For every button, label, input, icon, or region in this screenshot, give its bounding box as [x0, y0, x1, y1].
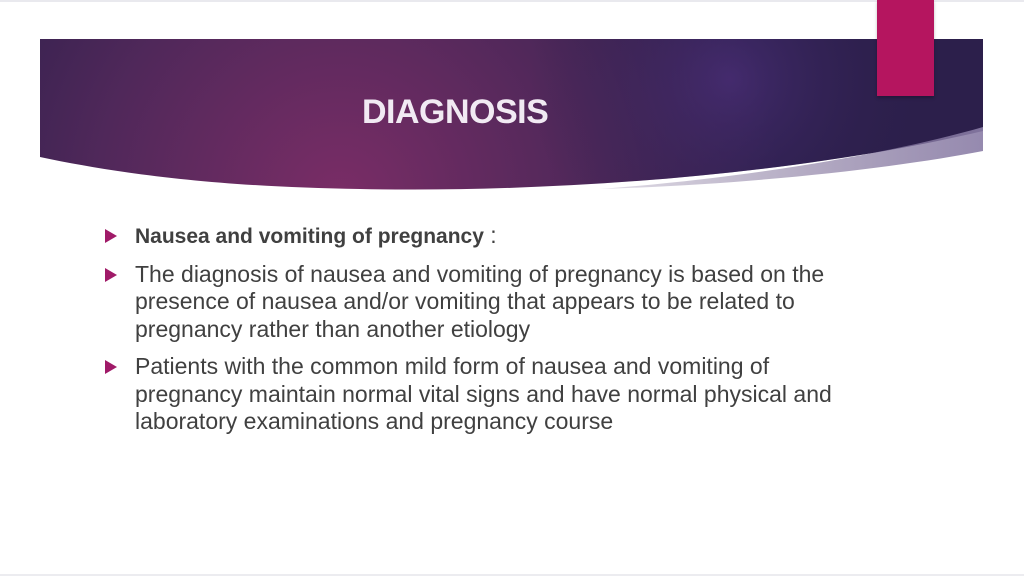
- bullet-text: The diagnosis of nausea and vomiting of pregnancy is based on the presence of nausea and/or vomiting that appears to be related to pregnancy rather than another etiology: [135, 260, 825, 342]
- bullet-text: Patients with the common mild form of nausea and vomiting of pregnancy maintain normal vital signs and have normal physical and laboratory examinations and pregnancy course: [135, 353, 832, 434]
- slide-title: DIAGNOSIS: [362, 93, 549, 131]
- triangle-right-icon: [105, 268, 117, 282]
- bullet-item-patients: [105, 353, 835, 436]
- bullet-list: [105, 222, 835, 446]
- accent-tab: [877, 0, 934, 96]
- bullet-heading-suffix: :: [483, 222, 497, 248]
- bullet-heading-bold: Nausea and vomiting of pregnancy: [135, 225, 484, 248]
- bullet-item-heading: [105, 222, 835, 251]
- triangle-right-icon: [105, 229, 117, 243]
- top-rule: [0, 0, 1024, 2]
- triangle-right-icon: [105, 360, 117, 374]
- bullet-item-diagnosis: [105, 261, 835, 344]
